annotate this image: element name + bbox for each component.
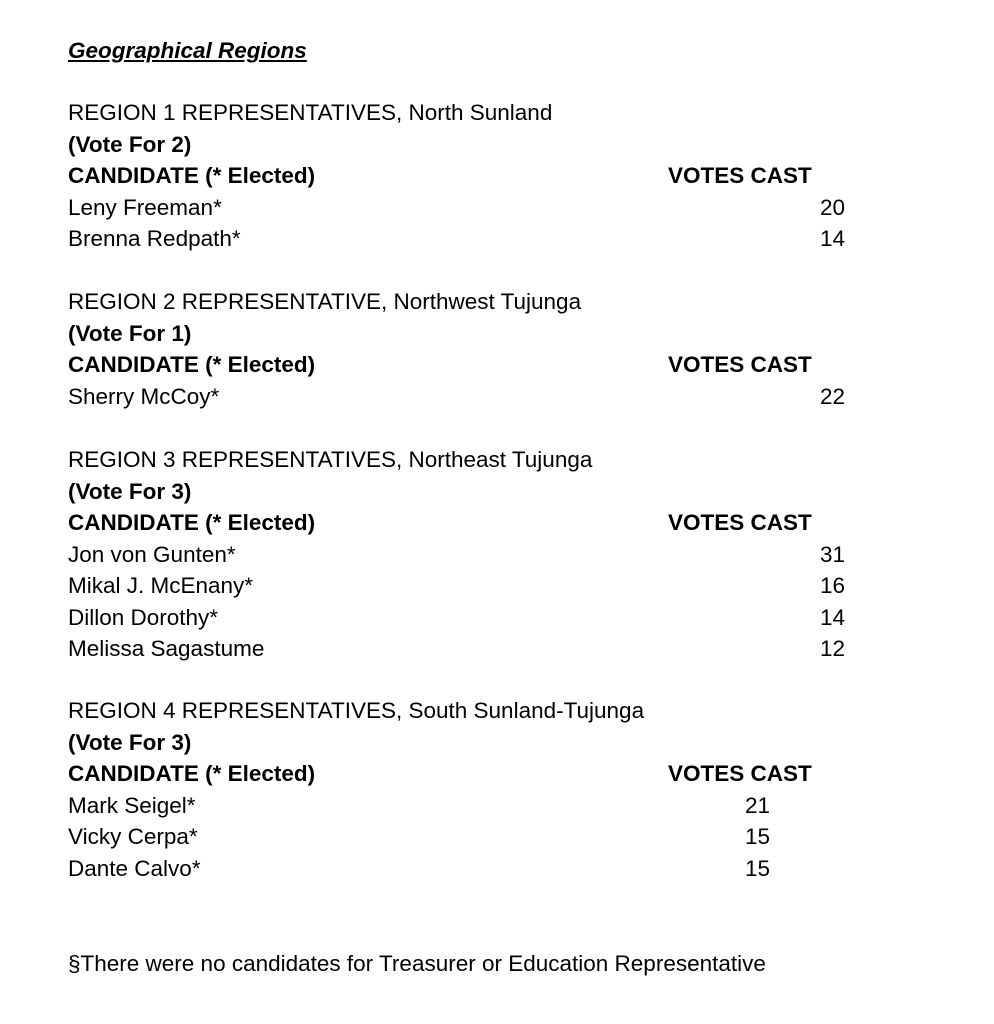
candidate-column-header: CANDIDATE (* Elected) — [68, 761, 316, 786]
candidate-votes: 15 — [744, 855, 770, 881]
candidate-name: Melissa Sagastume — [68, 636, 265, 661]
candidate-votes: 22 — [819, 383, 845, 409]
region-1 — [68, 97, 968, 255]
candidate-votes: 14 — [819, 604, 845, 630]
candidate-row — [68, 633, 968, 665]
candidate-votes: 16 — [819, 573, 845, 598]
region-title: REGION 2 REPRESENTATIVE, Northwest Tujunga — [68, 289, 582, 314]
region-title: REGION 3 REPRESENTATIVES, Northeast Tujunga — [68, 447, 593, 472]
section-heading: Geographical Regions — [68, 38, 307, 63]
candidate-name: Dillon Dorothy* — [68, 604, 219, 630]
candidate-row — [68, 602, 968, 634]
column-header-row — [68, 507, 968, 539]
candidate-votes: 15 — [744, 824, 770, 849]
candidate-row — [68, 853, 968, 885]
candidate-row — [68, 539, 968, 571]
region-4 — [68, 695, 968, 884]
candidate-name: Sherry McCoy* — [68, 383, 220, 409]
votes-column-header: VOTES CAST — [668, 163, 812, 188]
column-header-row — [68, 160, 968, 192]
candidate-row — [68, 570, 968, 602]
candidate-name: Mikal J. McEnany* — [68, 573, 254, 598]
candidate-row — [68, 223, 968, 255]
footnote: §There were no candidates for Treasurer or Education Representative — [68, 951, 766, 976]
candidate-name: Brenna Redpath* — [68, 226, 241, 251]
vote-for-label: (Vote For 3) — [68, 729, 192, 755]
candidate-votes: 31 — [819, 541, 845, 567]
region-title: REGION 4 REPRESENTATIVES, South Sunland-Tujunga — [68, 698, 645, 723]
region-2 — [68, 286, 968, 412]
vote-for-label: (Vote For 3) — [68, 478, 192, 504]
candidate-row — [68, 790, 968, 822]
candidate-votes: 14 — [819, 226, 845, 251]
region-3 — [68, 444, 968, 665]
column-header-row — [68, 758, 968, 790]
candidate-name: Dante Calvo* — [68, 855, 201, 881]
votes-column-header: VOTES CAST — [668, 510, 812, 535]
candidate-name: Leny Freeman* — [68, 194, 222, 220]
candidate-name: Jon von Gunten* — [68, 541, 236, 567]
vote-for-label: (Vote For 2) — [68, 131, 192, 157]
region-title: REGION 1 REPRESENTATIVES, North Sunland — [68, 100, 553, 125]
candidate-column-header: CANDIDATE (* Elected) — [68, 163, 316, 188]
candidate-name: Vicky Cerpa* — [68, 824, 198, 849]
vote-for-label: (Vote For 1) — [68, 320, 192, 346]
candidate-column-header: CANDIDATE (* Elected) — [68, 352, 316, 377]
candidate-name: Mark Seigel* — [68, 792, 196, 818]
candidate-votes: 12 — [819, 636, 845, 661]
candidate-votes: 20 — [819, 194, 845, 220]
column-header-row — [68, 349, 968, 381]
votes-column-header: VOTES CAST — [668, 761, 812, 786]
candidate-votes: 21 — [744, 792, 770, 818]
candidate-row — [68, 381, 968, 413]
candidate-column-header: CANDIDATE (* Elected) — [68, 510, 316, 535]
votes-column-header: VOTES CAST — [668, 352, 812, 377]
candidate-row — [68, 821, 968, 853]
candidate-row — [68, 192, 968, 224]
